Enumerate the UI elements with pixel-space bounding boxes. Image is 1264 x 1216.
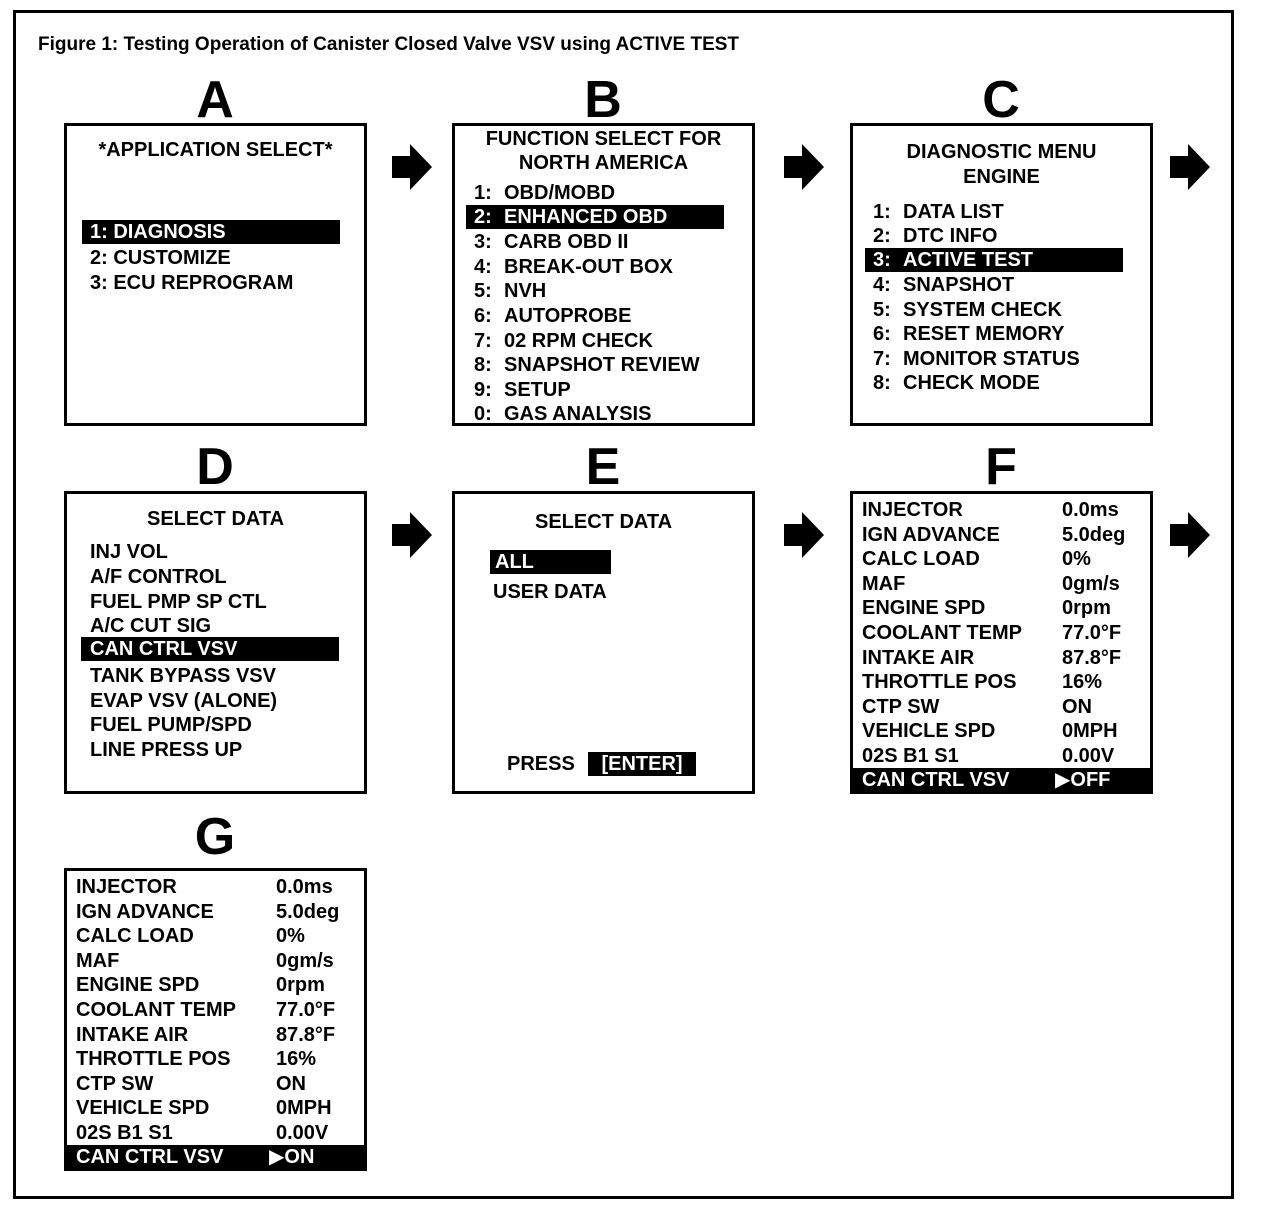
panel-letter-e: E — [585, 438, 621, 496]
data-item-ac-cut-sig[interactable]: A/C CUT SIG — [90, 615, 212, 637]
data-row-name: COOLANT TEMP — [862, 622, 1022, 644]
data-row-value: 0.00V — [1062, 745, 1115, 767]
data-row-name: IGN ADVANCE — [862, 523, 1000, 546]
screen-d-header: SELECT DATA — [146, 508, 285, 530]
right-arrow-icon — [392, 144, 432, 190]
right-arrow-icon — [1170, 512, 1210, 558]
panel-letter-b: B — [584, 71, 622, 129]
data-row — [853, 498, 1150, 523]
data-row — [853, 523, 1150, 548]
screen-d-select-data — [64, 491, 367, 794]
screen-c-header-line1: DIAGNOSTIC MENU — [906, 141, 1097, 163]
data-row-value: 77.0°F — [1062, 622, 1122, 644]
screen-e-select-data — [452, 491, 755, 794]
data-row — [853, 621, 1150, 646]
data-row-name: INTAKE AIR — [76, 1023, 189, 1046]
data-row-value: 5.0deg — [276, 900, 340, 923]
enter-key[interactable]: [ENTER] — [588, 752, 696, 776]
menu-item-setup[interactable]: 9: SETUP — [474, 379, 571, 401]
data-row — [853, 719, 1150, 744]
data-row-name: THROTTLE POS — [862, 671, 1017, 694]
data-item-line-press-up[interactable]: LINE PRESS UP — [90, 739, 243, 761]
data-row-value: 0MPH — [1062, 720, 1118, 743]
data-row-name: INJECTOR — [862, 499, 963, 521]
screen-e-header: SELECT DATA — [534, 511, 673, 533]
data-row-name: INTAKE AIR — [862, 646, 975, 669]
triangle-pointer-icon: ▶ — [1055, 769, 1071, 791]
data-row — [853, 547, 1150, 572]
data-item-fuel-pmp-sp-ctl[interactable]: FUEL PMP SP CTL — [90, 591, 267, 613]
data-row — [67, 1023, 364, 1048]
press-label: PRESS — [507, 753, 575, 775]
data-item-af-control[interactable]: A/F CONTROL — [90, 566, 227, 588]
data-row-value: 16% — [276, 1048, 317, 1071]
data-row — [853, 596, 1150, 621]
data-row-name: 02S B1 S1 — [862, 745, 959, 767]
menu-item-data-list[interactable]: 1: DATA LIST — [873, 201, 1004, 223]
data-item-inj-vol[interactable]: INJ VOL — [90, 541, 168, 563]
panel-letter-a: A — [196, 71, 234, 129]
data-row — [853, 646, 1150, 671]
data-row-name: CALC LOAD — [76, 925, 194, 948]
data-item-tank-bypass-vsv[interactable]: TANK BYPASS VSV — [90, 665, 276, 687]
data-row — [67, 924, 364, 949]
menu-item-autoprobe[interactable]: 6: AUTOPROBE — [474, 305, 632, 327]
data-row-value: 0gm/s — [1062, 572, 1120, 595]
menu-item-ecu-reprogram[interactable]: 3: ECU REPROGRAM — [90, 272, 294, 294]
data-row — [853, 572, 1150, 597]
screen-b-header-line2: NORTH AMERICA — [518, 152, 689, 174]
menu-item-snapshot-review[interactable]: 8: SNAPSHOT REVIEW — [474, 354, 700, 376]
data-row — [67, 1072, 364, 1097]
data-row — [853, 744, 1150, 769]
data-row-name: THROTTLE POS — [76, 1048, 231, 1071]
panel-letter-f: F — [985, 438, 1017, 496]
data-row-name: IGN ADVANCE — [76, 900, 214, 923]
data-row-name: CTP SW — [76, 1072, 154, 1095]
screen-b-header-line1: FUNCTION SELECT FOR — [485, 128, 722, 150]
data-row-value: ON — [276, 1072, 306, 1095]
menu-item-enhanced-obd[interactable]: 2: ENHANCED OBD — [466, 205, 724, 229]
menu-item-diagnosis[interactable]: 1: DIAGNOSIS — [82, 220, 340, 244]
data-row-value: 0gm/s — [276, 949, 334, 972]
menu-item-gas-analysis[interactable]: 0: GAS ANALYSIS — [474, 403, 652, 425]
data-row-name: VEHICLE SPD — [862, 720, 996, 743]
menu-item-active-test[interactable]: 3: ACTIVE TEST — [865, 248, 1123, 272]
data-row-value: 0% — [1062, 548, 1091, 571]
data-row-value: 0.0ms — [276, 876, 333, 898]
data-row-name: INJECTOR — [76, 876, 177, 898]
data-row-value: 0rpm — [276, 974, 325, 997]
data-row-name: MAF — [76, 949, 120, 972]
active-item-can-ctrl-vsv[interactable]: CAN CTRL VSV ▶ON — [67, 1145, 364, 1170]
data-row — [853, 695, 1150, 720]
right-arrow-icon — [784, 144, 824, 190]
menu-item-carb-obd-ii[interactable]: 3: CARB OBD II — [474, 231, 629, 253]
data-row-name: ENGINE SPD — [862, 597, 986, 620]
menu-item-reset-memory[interactable]: 6: RESET MEMORY — [873, 323, 1065, 345]
data-row-value: 0rpm — [1062, 597, 1111, 620]
menu-item-snapshot[interactable]: 4: SNAPSHOT — [873, 274, 1015, 296]
data-row — [853, 670, 1150, 695]
panel-letter-c: C — [982, 71, 1020, 129]
screen-b-function-select — [452, 123, 755, 426]
menu-item-system-check[interactable]: 5: SYSTEM CHECK — [873, 299, 1062, 321]
screen-c-diagnostic-menu — [850, 123, 1153, 426]
data-row-value: 16% — [1062, 671, 1103, 694]
screen-c-header-line2: ENGINE — [963, 166, 1040, 188]
screen-g-data-list-on — [64, 868, 367, 1171]
screen-a-application-select — [64, 123, 367, 426]
data-row-value: 87.8°F — [276, 1023, 336, 1046]
figure-title: Figure 1: Testing Operation of Canister Closed Valve VSV using ACTIVE TEST — [38, 34, 740, 55]
data-item-evap-vsv-alone[interactable]: EVAP VSV (ALONE) — [90, 690, 278, 712]
menu-item-break-out-box[interactable]: 4: BREAK-OUT BOX — [474, 256, 673, 278]
data-row-value: ON — [1062, 695, 1092, 718]
data-row-value: 77.0°F — [276, 999, 336, 1021]
panel-letter-g: G — [194, 808, 236, 866]
data-row-name: 02S B1 S1 — [76, 1122, 173, 1144]
data-row-value: 0% — [276, 925, 305, 948]
active-value: ON — [284, 1146, 315, 1168]
data-row — [67, 949, 364, 974]
data-row-name: ENGINE SPD — [76, 974, 200, 997]
data-row-value: 0.00V — [276, 1122, 329, 1144]
menu-item-customize[interactable]: 2: CUSTOMIZE — [90, 247, 231, 269]
menu-item-dtc-info[interactable]: 2: DTC INFO — [873, 225, 998, 247]
active-item-can-ctrl-vsv[interactable]: CAN CTRL VSV ▶OFF — [853, 768, 1150, 793]
triangle-pointer-icon: ▶ — [269, 1146, 285, 1168]
data-row — [67, 900, 364, 925]
menu-item-nvh[interactable]: 5: NVH — [474, 280, 547, 302]
data-row-name: MAF — [862, 572, 906, 595]
menu-item-monitor-status[interactable]: 7: MONITOR STATUS — [873, 348, 1080, 370]
data-row — [67, 973, 364, 998]
data-row-name: CALC LOAD — [862, 548, 980, 571]
option-all[interactable]: ALL — [490, 550, 611, 574]
data-row-name: COOLANT TEMP — [76, 999, 236, 1021]
data-row-value: 0.0ms — [1062, 499, 1119, 521]
data-row — [67, 1047, 364, 1072]
screen-f-data-list-off — [850, 491, 1153, 794]
menu-item-obd-mobd[interactable]: 1: OBD/MOBD — [474, 182, 616, 204]
data-row — [67, 998, 364, 1023]
right-arrow-icon — [392, 512, 432, 558]
menu-item-check-mode[interactable]: 8: CHECK MODE — [873, 372, 1040, 394]
data-item-fuel-pump-spd[interactable]: FUEL PUMP/SPD — [90, 714, 252, 736]
data-row-name: VEHICLE SPD — [76, 1097, 210, 1120]
right-arrow-icon — [784, 512, 824, 558]
menu-item-02-rpm-check[interactable]: 7: 02 RPM CHECK — [474, 330, 653, 352]
data-row-value: 87.8°F — [1062, 646, 1122, 669]
right-arrow-icon — [1170, 144, 1210, 190]
data-row — [67, 1121, 364, 1146]
data-item-can-ctrl-vsv[interactable]: CAN CTRL VSV — [81, 637, 339, 661]
data-row-name: CTP SW — [862, 695, 940, 718]
option-user-data[interactable]: USER DATA — [493, 581, 607, 603]
data-row — [67, 1096, 364, 1121]
data-row-value: 0MPH — [276, 1097, 332, 1120]
data-row — [67, 875, 364, 900]
panel-letter-d: D — [196, 438, 234, 496]
active-value: OFF — [1070, 769, 1111, 791]
screen-a-header: *APPLICATION SELECT* — [98, 139, 333, 161]
data-row-value: 5.0deg — [1062, 523, 1126, 546]
